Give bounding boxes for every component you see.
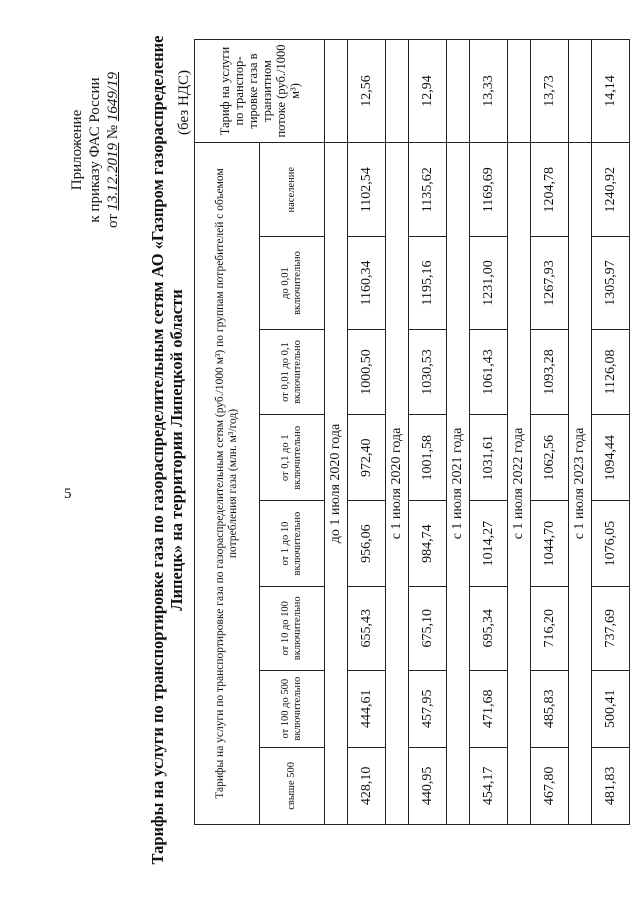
tariff-value-cell: 444,61 (348, 670, 386, 747)
page-number: 5 (64, 486, 72, 502)
period-label: с 1 июля 2021 года (447, 142, 470, 824)
table-header-row-1 (195, 40, 260, 825)
document-title-line-2: Липецк» на территории Липецкой области (167, 289, 186, 611)
tariff-table (194, 39, 630, 825)
tariff-value-cell: 1030,53 (409, 329, 447, 415)
period-label: до 1 июля 2020 года (325, 142, 348, 824)
document-title (148, 30, 186, 870)
table-row (409, 40, 447, 825)
tariff-value-cell: 1240,92 (592, 142, 630, 236)
period-blank-cell (569, 40, 592, 143)
tariff-value-cell: 440,95 (409, 747, 447, 824)
tariff-value-cell: 1014,27 (470, 501, 508, 587)
tariff-value-cell: 12,56 (348, 40, 386, 143)
tariff-value-cell: 1076,05 (592, 501, 630, 587)
period-blank-cell (508, 40, 531, 143)
period-label: с 1 июля 2020 года (386, 142, 409, 824)
tariff-value-cell: 1169,69 (470, 142, 508, 236)
appendix-order-ref: к приказу ФАС России (87, 77, 103, 223)
tariff-value-cell: 1093,28 (531, 329, 569, 415)
column-header: население (260, 142, 325, 236)
tariff-value-cell: 956,06 (348, 501, 386, 587)
tariff-value-cell: 13,73 (531, 40, 569, 143)
tariff-value-cell: 13,33 (470, 40, 508, 143)
tariff-value-cell: 471,68 (470, 670, 508, 747)
appendix-date: 13.12.2019 (105, 142, 121, 211)
tariff-value-cell: 1135,62 (409, 142, 447, 236)
column-header: от 100 до 500 включительно (260, 670, 325, 747)
column-header: до 0,01 включительно (260, 237, 325, 329)
tariff-value-cell: 1000,50 (348, 329, 386, 415)
tariff-value-cell: 1305,97 (592, 237, 630, 329)
appendix-date-number (104, 50, 122, 250)
period-row (569, 40, 592, 825)
tariff-value-cell: 737,69 (592, 586, 630, 670)
vat-note: (без НДС) (176, 69, 192, 135)
table-row (470, 40, 508, 825)
tariff-value-cell: 1102,54 (348, 142, 386, 236)
tariff-value-cell: 1061,43 (470, 329, 508, 415)
tariff-value-cell: 481,83 (592, 747, 630, 824)
tariff-value-cell: 12,94 (409, 40, 447, 143)
period-blank-cell (325, 40, 348, 143)
column-header: от 0,01 до 0,1 включительно (260, 329, 325, 415)
period-label: с 1 июля 2023 года (569, 142, 592, 824)
table-row (592, 40, 630, 825)
tariff-value-cell: 655,43 (348, 586, 386, 670)
tariff-value-cell: 428,10 (348, 747, 386, 824)
table-row (531, 40, 569, 825)
tariff-value-cell: 14,14 (592, 40, 630, 143)
tariff-value-cell: 695,34 (470, 586, 508, 670)
tariff-value-cell: 1231,00 (470, 237, 508, 329)
tariff-value-cell: 1267,93 (531, 237, 569, 329)
tariff-value-cell: 1126,08 (592, 329, 630, 415)
appendix-block (68, 50, 122, 250)
tariff-value-cell: 716,20 (531, 586, 569, 670)
period-row (325, 40, 348, 825)
tariff-value-cell: 972,40 (348, 415, 386, 501)
document-title-line-1: Тарифы на услуги по транспортировке газа по газораспределительным сетям АО «Газпром газораспределение (148, 35, 167, 865)
appendix-label: Приложение (69, 109, 85, 191)
column-header: свыше 500 (260, 747, 325, 824)
tariff-value-cell: 457,95 (409, 670, 447, 747)
tariff-value-cell: 675,10 (409, 586, 447, 670)
period-blank-cell (386, 40, 409, 143)
appendix-number: 1649/19 (105, 71, 121, 122)
tariff-value-cell: 1044,70 (531, 501, 569, 587)
period-row (508, 40, 531, 825)
tariff-value-cell: 500,41 (592, 670, 630, 747)
tariff-value-cell: 1001,58 (409, 415, 447, 501)
period-row (447, 40, 470, 825)
tariff-value-cell: 1204,78 (531, 142, 569, 236)
transit-header: Тариф на услуги по транспор-тировке газа в транзитном потоке (руб./1000 м³) (195, 40, 325, 143)
tariff-value-cell: 984,74 (409, 501, 447, 587)
tariff-value-cell: 1195,16 (409, 237, 447, 329)
table-header-row-2 (260, 40, 325, 825)
group-header: Тарифы на услуги по транспортировке газа по газораспределительным сетям (руб./1000 м³) по группам потребителей с объемом потребления газа (млн. м³/год) (195, 142, 260, 824)
tariff-value-cell: 467,80 (531, 747, 569, 824)
tariff-value-cell: 485,83 (531, 670, 569, 747)
period-blank-cell (447, 40, 470, 143)
column-header: от 1 до 10 включительно (260, 501, 325, 587)
rotated-page-content (0, 30, 640, 870)
tariff-value-cell: 454,17 (470, 747, 508, 824)
tariff-value-cell: 1094,44 (592, 415, 630, 501)
tariff-value-cell: 1062,56 (531, 415, 569, 501)
appendix-number-label: № (105, 124, 121, 140)
appendix-from-label: от (105, 214, 121, 229)
tariff-value-cell: 1160,34 (348, 237, 386, 329)
tariff-value-cell: 1031,61 (470, 415, 508, 501)
table-body (325, 40, 630, 825)
column-header: от 10 до 100 включительно (260, 586, 325, 670)
table-row (348, 40, 386, 825)
period-label: с 1 июля 2022 года (508, 142, 531, 824)
period-row (386, 40, 409, 825)
column-header: от 0,1 до 1 включительно (260, 415, 325, 501)
